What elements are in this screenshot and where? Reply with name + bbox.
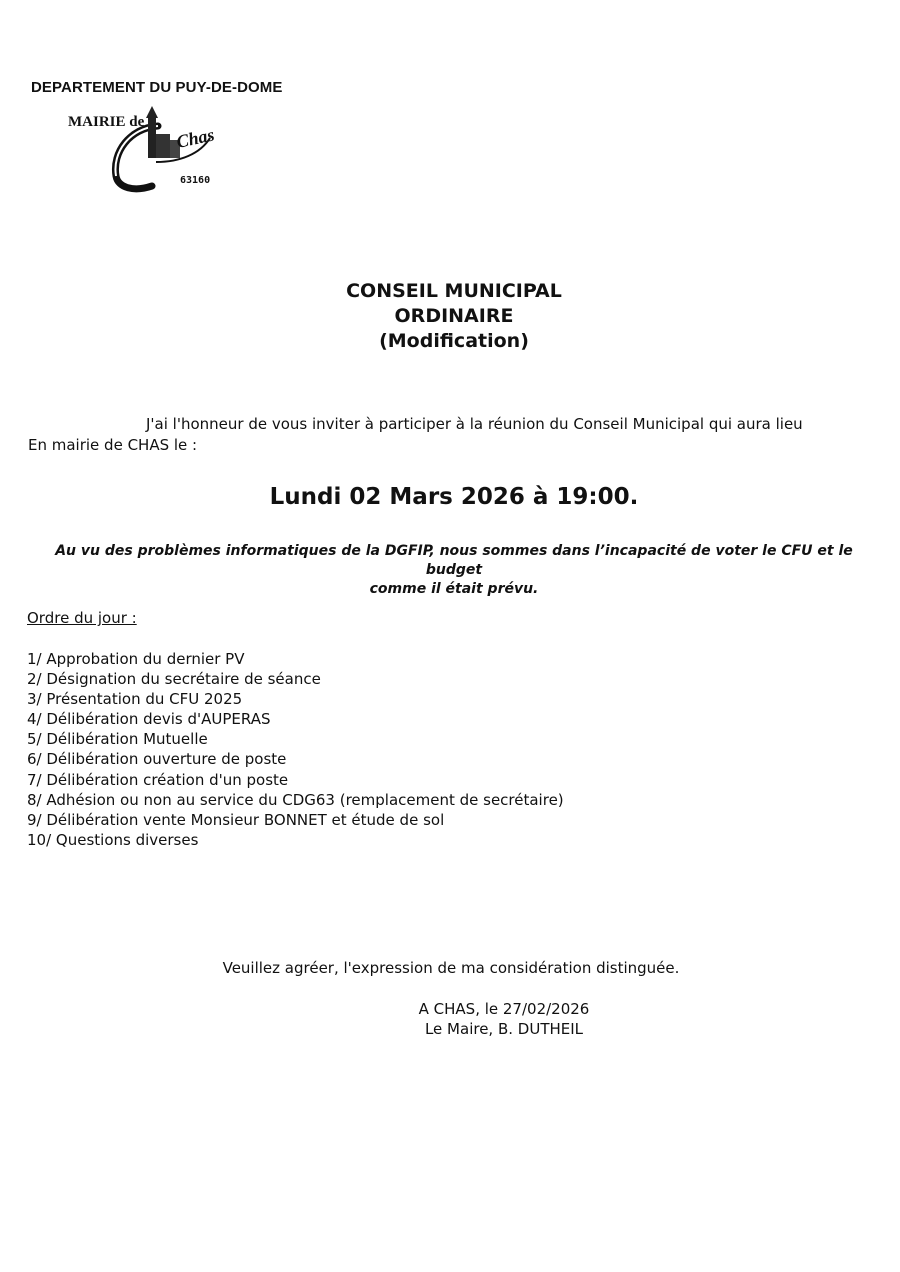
signature-place-date: A CHAS, le 27/02/2026 [418, 1000, 590, 1018]
title-line-1: CONSEIL MUNICIPAL [346, 280, 562, 302]
town-logo [60, 104, 240, 194]
agenda-item: 5/ Délibération Mutuelle [27, 730, 208, 749]
invitation-line-1: J'ai l'honneur de vous inviter à participer à la réunion du Conseil Municipal qui aura lieu [146, 415, 803, 433]
agenda-item: 2/ Désignation du secrétaire de séance [27, 670, 321, 689]
logo-town-text: Chas [174, 124, 217, 152]
agenda-item: 6/ Délibération ouverture de poste [27, 750, 287, 769]
agenda-item: 3/ Présentation du CFU 2025 [27, 690, 243, 709]
title-line-3: (Modification) [379, 330, 529, 352]
meeting-date: Lundi 02 Mars 2026 à 19:00. [269, 484, 639, 510]
closing-text: Veuillez agréer, l'expression de ma considération distinguée. [222, 959, 680, 977]
invitation-line-2: En mairie de CHAS le : [28, 436, 198, 454]
agenda-item: 4/ Délibération devis d'AUPERAS [27, 710, 271, 729]
agenda-item: 8/ Adhésion ou non au service du CDG63 (remplacement de secrétaire) [27, 790, 564, 809]
department-heading: DEPARTEMENT DU PUY-DE-DOME [31, 79, 283, 96]
agenda-item: 1/ Approbation du dernier PV [27, 650, 245, 668]
notice-text [40, 542, 868, 599]
notice-line-2: comme il était prévu. [369, 581, 539, 597]
title-line-2: ORDINAIRE [394, 305, 514, 327]
logo-postal-code: 63160 [180, 175, 211, 186]
notice-line-1: Au vu des problèmes informatiques de la DGFIP, nous sommes dans l’incapacité de voter le CFU et le budget [55, 543, 853, 578]
agenda-heading: Ordre du jour : [27, 609, 137, 627]
agenda-item: 7/ Délibération création d'un poste [27, 770, 289, 789]
agenda-item: 9/ Délibération vente Monsieur BONNET et étude de sol [27, 810, 445, 829]
logo-mairie-text: MAIRIE de [68, 114, 145, 130]
agenda-item: 10/ Questions diverses [27, 830, 199, 849]
agenda-list [27, 649, 564, 850]
signature-signatory: Le Maire, B. DUTHEIL [424, 1020, 584, 1038]
